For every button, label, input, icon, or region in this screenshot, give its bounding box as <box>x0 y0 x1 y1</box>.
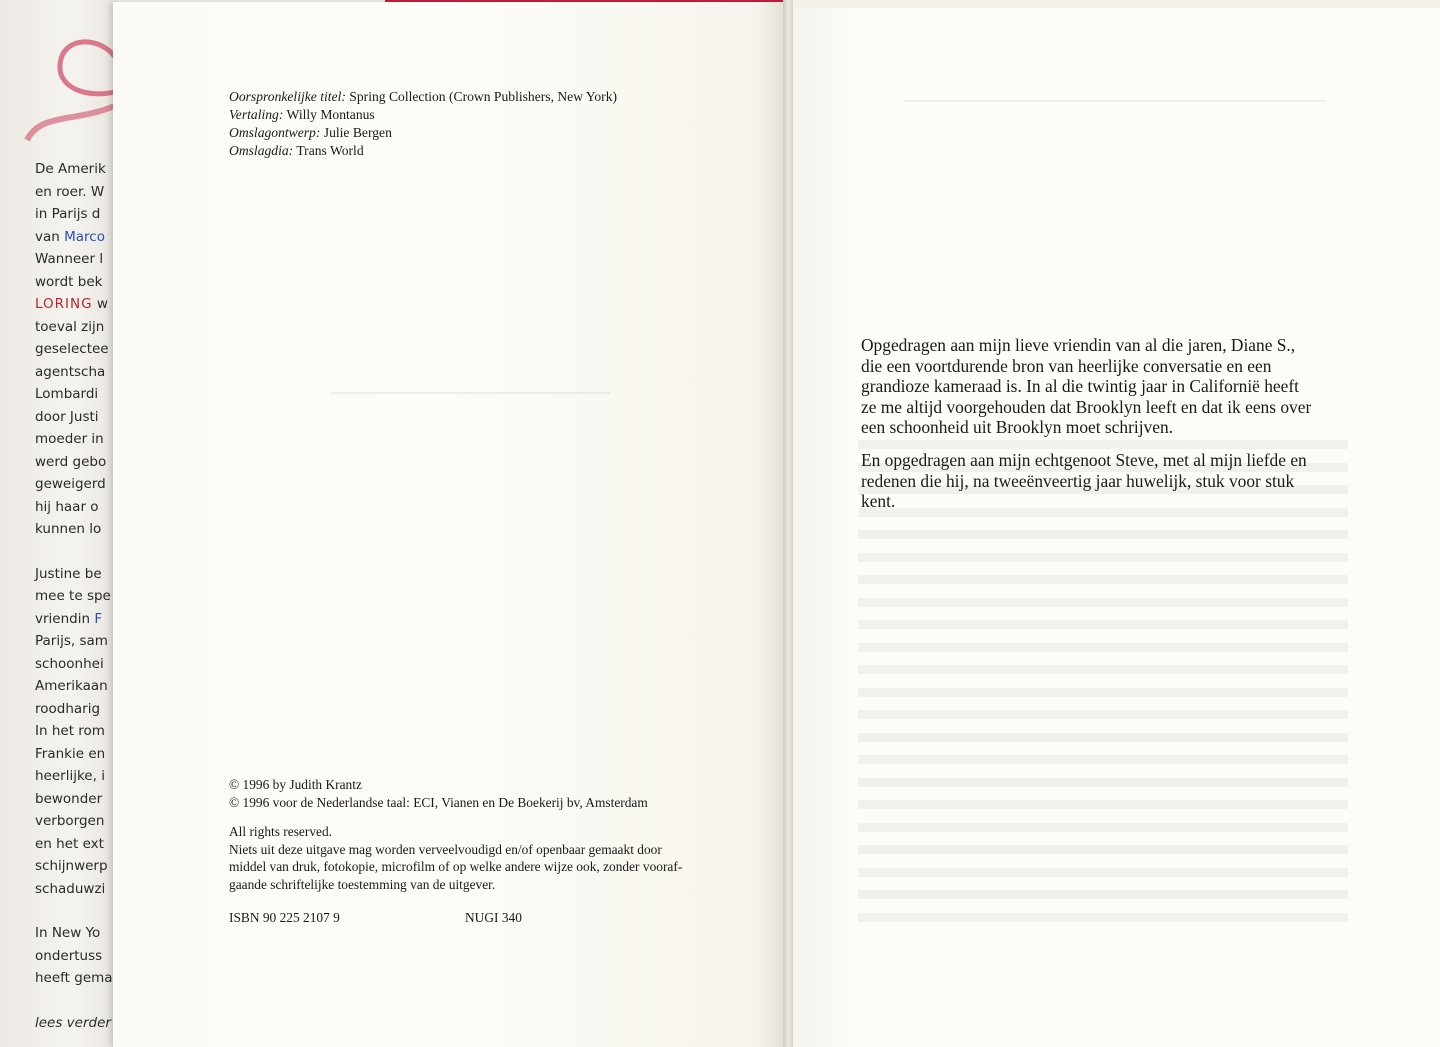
rights-notice-3: gaande schriftelijke toestemming van de uitgever. <box>229 876 496 892</box>
dedication <box>861 335 1351 524</box>
dedication-line: Opgedragen aan mijn lieve vriendin van al die jaren, Diane S., <box>861 335 1296 355</box>
bleed-through-line <box>858 755 1348 764</box>
dedication-line: kent. <box>861 491 896 512</box>
cover-text-line: geselectee <box>35 341 109 357</box>
cover-text-line: Frankie en <box>35 745 106 762</box>
cover-text-line: In het rom <box>35 723 105 739</box>
cover-text-line: LORING w <box>35 296 108 312</box>
copyright-author: © 1996 by Judith Krantz <box>229 777 362 792</box>
bleed-through-line <box>858 733 1348 742</box>
cover-text-line: mee te spe <box>35 588 111 604</box>
cover-text-line: en roer. W <box>35 183 105 200</box>
bleed-through-line <box>858 800 1348 809</box>
cover-text-line: van Marco <box>35 228 105 245</box>
dedication-line: ze me altijd voorgehouden dat Brooklyn leeft en dat ik eens over <box>861 396 1312 417</box>
cover-photo-line: Omslagdia: Trans World <box>229 143 364 158</box>
bleed-through-line <box>858 688 1348 697</box>
dedication-line: redenen die hij, na tweeënveertig jaar huwelijk, stuk voor stuk <box>861 470 1295 491</box>
cover-text-line: bewonder <box>35 790 103 807</box>
dedication-line: En opgedragen aan mijn echtgenoot Steve, met al mijn liefde en <box>861 449 1307 470</box>
bleed-through-line <box>858 620 1348 629</box>
rights-notice-1: Niets uit deze uitgave mag worden verveelvoudigd en/of openbaar gemaakt door <box>229 841 662 857</box>
cover-text-line: verborgen <box>35 813 105 829</box>
cover-text-line: toeval zijn <box>35 318 105 335</box>
bleed-through-rule <box>905 100 1325 102</box>
colophon-credits <box>229 88 617 160</box>
dedication-line: die een voortdurende bron van heerlijke conversatie en een <box>861 355 1272 376</box>
bleed-through-line <box>858 553 1348 562</box>
cover-design-line: Omslagontwerp: Julie Bergen <box>229 125 392 140</box>
back-cover-text <box>35 158 113 1034</box>
dedication-line: een schoonheid uit Brooklyn moet schrijven. <box>861 417 1174 438</box>
cover-text-line: Justine be <box>35 565 102 582</box>
cover-text-line: lees verder <box>35 1014 111 1031</box>
cover-text-line: en het ext <box>35 835 104 852</box>
cover-text-line: geweigerd <box>35 476 106 492</box>
cover-text-line: schaduwzi <box>35 880 106 897</box>
cover-text-line: Wanneer l <box>35 251 104 267</box>
rights-notice-2: middel van druk, fotokopie, microfilm of op welke andere wijze ook, zonder vooraf- <box>229 859 683 874</box>
bleed-through-line <box>858 643 1348 652</box>
copyright-block <box>229 776 682 893</box>
cover-text-line: heerlijke, i <box>35 768 105 784</box>
cover-text-line: in Parijs d <box>35 206 101 222</box>
cover-text-line: schijnwerp <box>35 858 108 874</box>
dedication-line: grandioze kameraad is. In al die twintig jaar in Californië heeft <box>861 376 1299 397</box>
cover-text-line: door Justi <box>35 408 99 425</box>
cover-text-line: kunnen lo <box>35 521 102 537</box>
script-letter-logo <box>22 30 118 150</box>
cover-text-line: hij haar o <box>35 498 99 515</box>
book-gutter <box>783 0 793 1047</box>
isbn-row <box>229 910 522 926</box>
cover-text-line: werd gebo <box>35 453 107 470</box>
cover-text-line: Amerikaan <box>35 678 108 694</box>
cover-text-line <box>35 990 113 1012</box>
nugi-code: NUGI 340 <box>465 910 522 925</box>
cover-text-line <box>35 541 113 563</box>
back-cover-strip <box>0 0 118 1047</box>
cover-text-line: schoonhei <box>35 655 104 672</box>
bleed-through-line <box>858 890 1348 899</box>
cover-text-line: roodharig <box>35 700 101 717</box>
bleed-through-line <box>858 778 1348 787</box>
cover-text-line: moeder in <box>35 431 104 447</box>
cover-text-line: Lombardi <box>35 386 99 402</box>
dedication-paragraph-1 <box>861 335 1351 438</box>
bleed-through-line <box>858 665 1348 674</box>
bleed-through-line <box>858 913 1348 922</box>
cover-text-line: Parijs, sam <box>35 633 108 649</box>
cover-text-line: In New Yo <box>35 925 101 941</box>
all-rights-reserved: All rights reserved. <box>229 824 333 839</box>
cover-text-line: vriendin F <box>35 610 103 627</box>
bleed-through-line <box>858 845 1348 854</box>
cover-text-line: heeft gema <box>35 970 113 986</box>
cover-text-line: De Amerik <box>35 161 106 177</box>
dedication-paragraph-2 <box>861 450 1351 512</box>
cover-text-line: ondertuss <box>35 947 103 964</box>
bleed-through-line <box>858 530 1348 539</box>
original-title-line: Oorspronkelijke titel: Spring Collection (Crown Publishers, New York) <box>229 89 618 104</box>
cover-text-line: wordt bek <box>35 273 103 290</box>
bleed-through-line <box>858 598 1348 607</box>
bleed-through-line <box>858 823 1348 832</box>
bleed-through-line <box>858 868 1348 877</box>
cover-text-line: agentscha <box>35 363 106 380</box>
cover-text-line <box>35 900 113 922</box>
bleed-through-line <box>858 710 1348 719</box>
bleed-through-line <box>858 575 1348 584</box>
translation-line: Vertaling: Willy Montanus <box>229 107 375 122</box>
copyright-dutch: © 1996 voor de Nederlandse taal: ECI, Vianen en De Boekerij bv, Amsterdam <box>229 794 648 810</box>
bleed-through-rule <box>330 392 610 394</box>
isbn: ISBN 90 225 2107 9 <box>229 910 340 925</box>
